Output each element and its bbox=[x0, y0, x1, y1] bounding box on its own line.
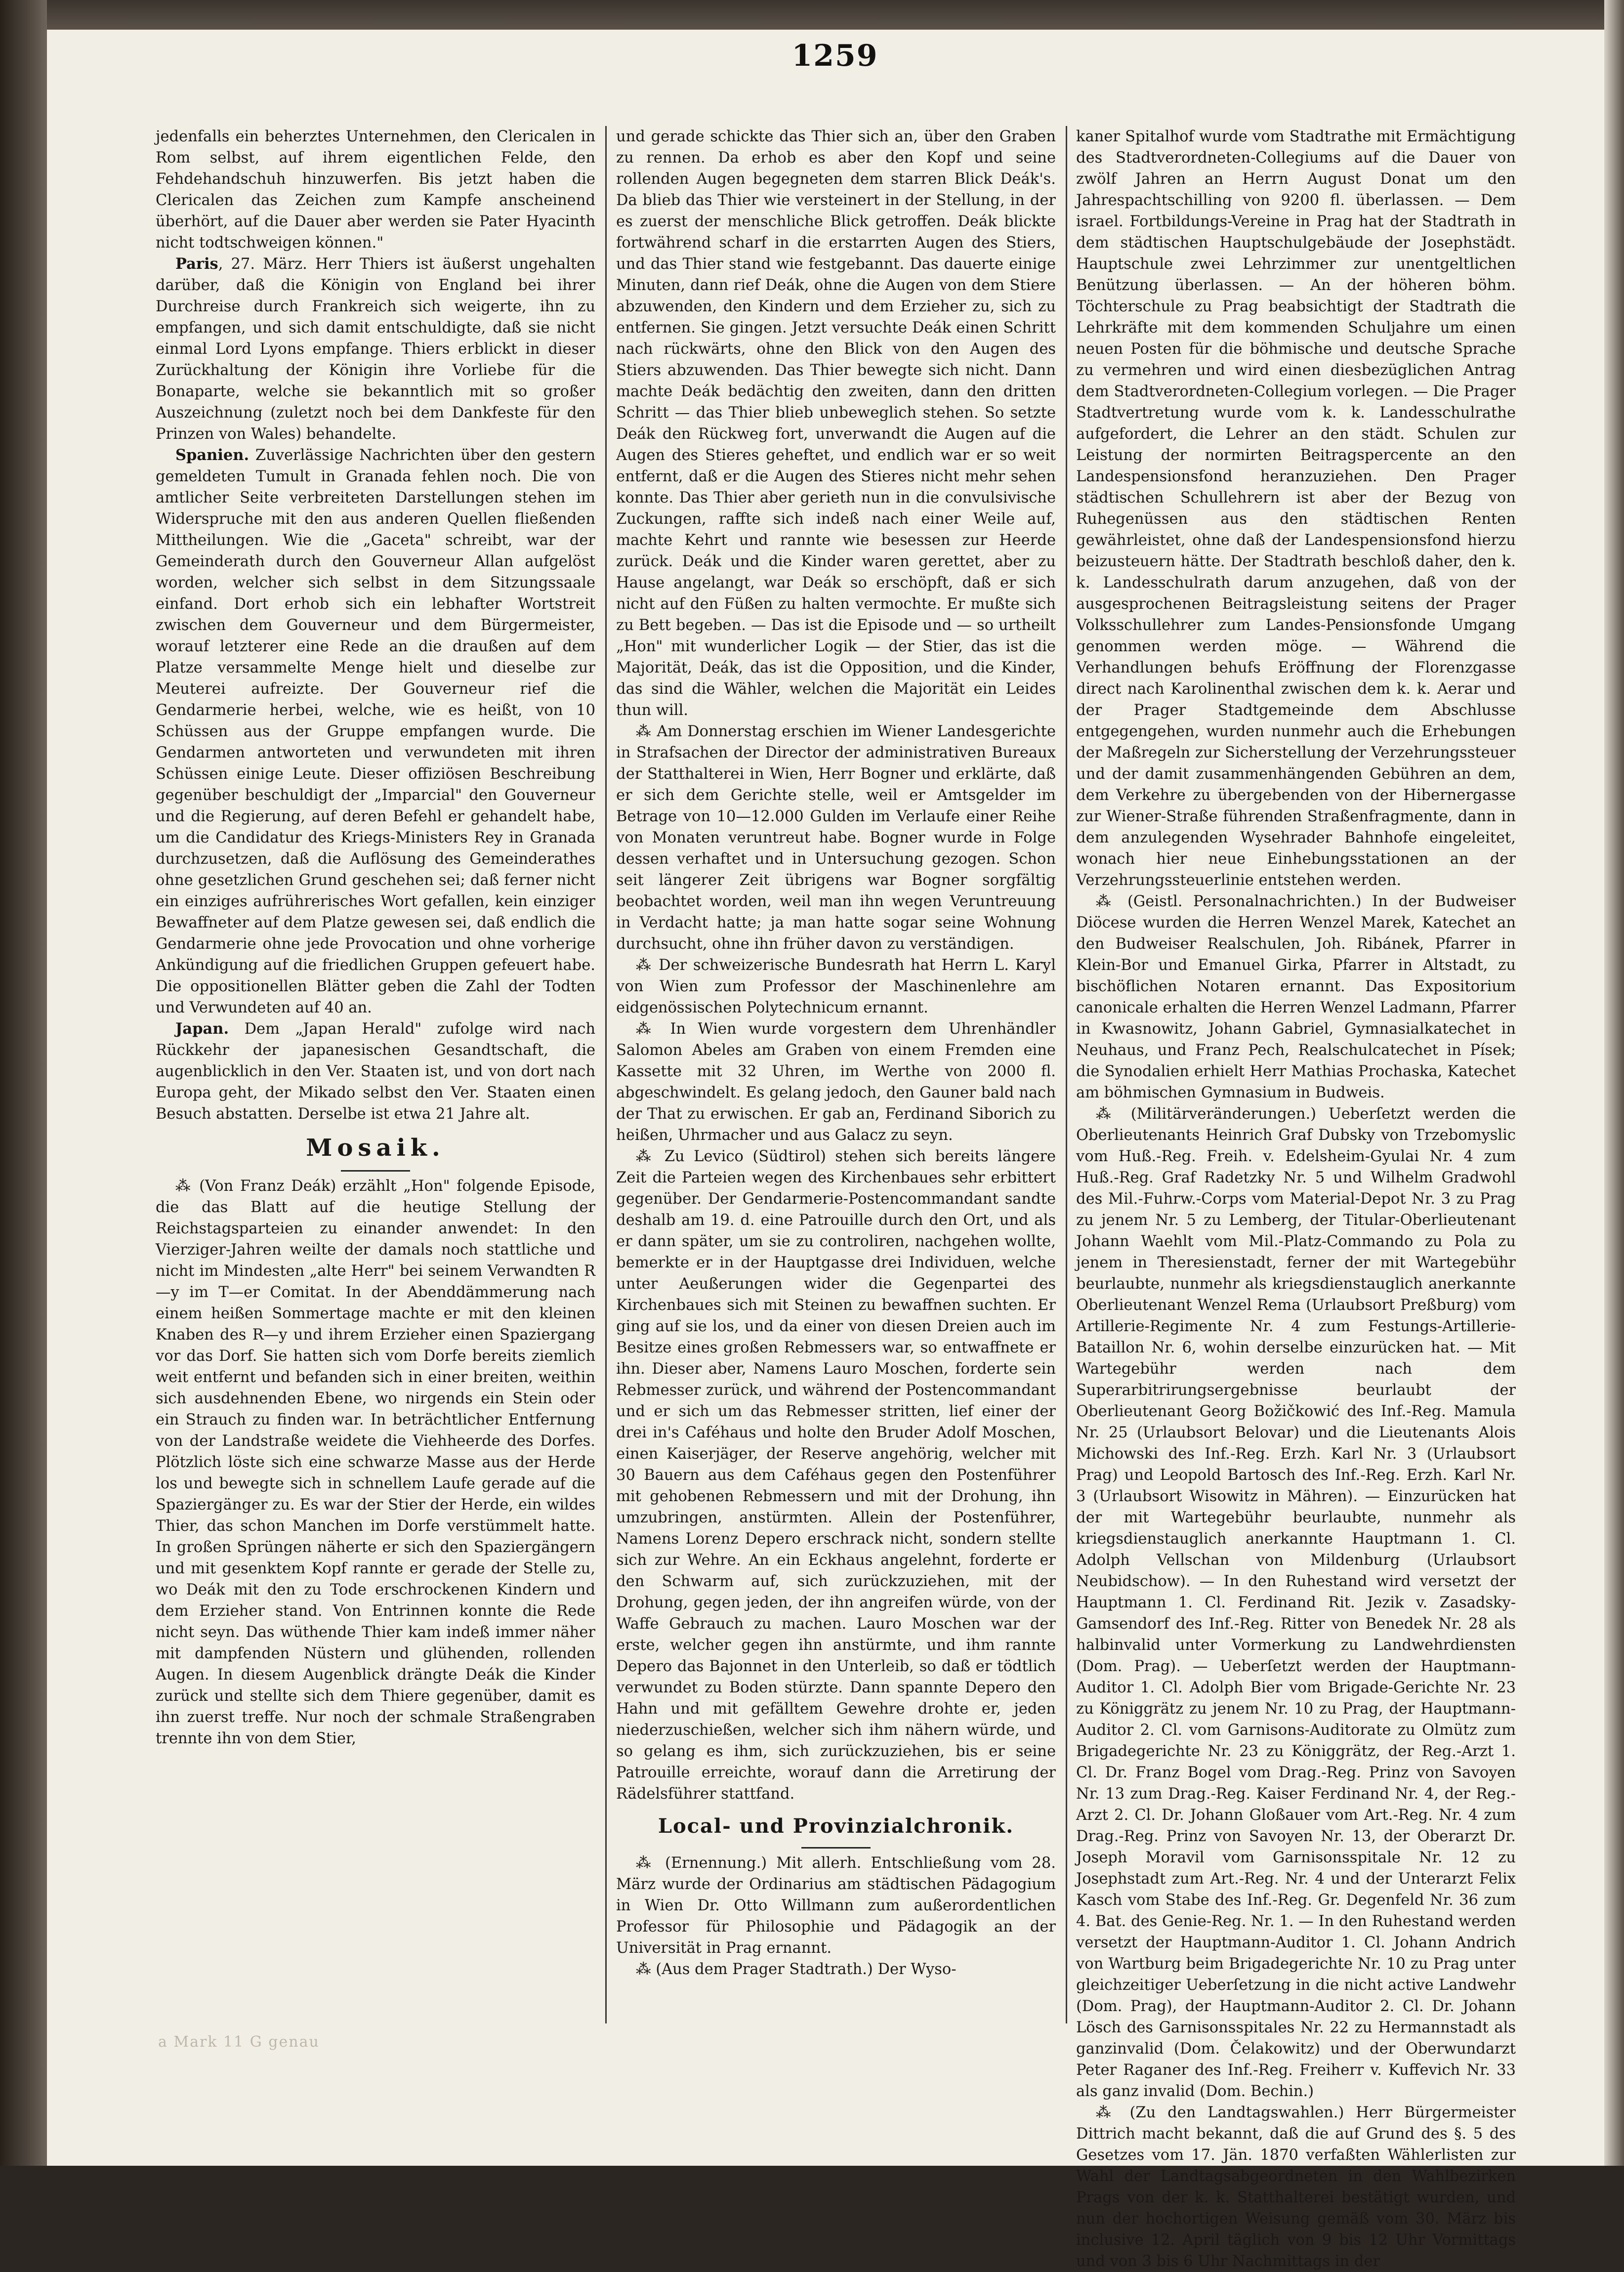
article-landtagswahlen: ⁂ (Zu den Landtagswahlen.) Herr Bürgermeister Dittrich macht bekannt, daß die auf Grund des §. 5 des Gesetzes vom 17. Jän. 1870 verfaßten Wählerlisten zur Wahl der Landtagsabgeordneten in den Wahlbezirken Prags von der k. k. Statthalterei bestätigt wurden, und nun der hochortigen Weisung gemäß vom 30. März bis inclusive 12. April täglich von 9 bis 12 Uhr Vormittags und von 3 bis 6 Uhr Nachmittags in der bbox=[1076, 2104, 1516, 2270]
article-bogner: ⁂ Am Donnerstag erschien im Wiener Landesgerichte in Strafsachen der Director der administrativen Bureaux der Statthalterei in Wien, Herr Bogner und erklärte, daß er sich dem Gerichte stelle, weil er Amtsgelder im Betrage von 10—12.000 Gulden im Verlaufe einer Reihe von Monaten veruntreut habe. Bogner wurde in Folge dessen verhaftet und in Untersuchung gezogen. Schon seit längerer Zeit übrigens war Bogner sorgfältig beobachtet worden, weil man ihn wegen Veruntreuung in Verdacht hatte; ja man hatte sogar seine Wohnung durchsucht, ohne ihn früher davon zu verständigen. bbox=[616, 723, 1056, 953]
article-deak-continued: und gerade schickte das Thier sich an, über den Graben zu rennen. Da erhob es aber den Kopf und seine rollenden Augen begegneten dem starren Blick Deák's. Da blieb das Thier wie versteinert in der Stellung, in der es zuerst der menschliche Blick getroffen. Deák blickte fortwährend scharf in die erstarrten Augen des Stiers, und das Thier stand wie festgebannt. Das dauerte einige Minuten, dann rief Deák, ohne die Augen von dem Stiere abzuwenden, den Kindern und dem Erzieher zu, sich zu entfernen. Sie gingen. Jetzt versuchte Deák einen Schritt nach rückwärts, ohne den Blick von den Augen des Stiers abzuwenden. Das Thier bewegte sich nicht. Dann machte Deák bedächtig den zweiten, dann den dritten Schritt — das Thier blieb unbeweglich stehen. So setzte Deák den Rückweg fort, unverwandt die Augen auf die Augen des Stieres geheftet, und endlich war er so weit entfernt, daß er die Augen des Stieres nicht mehr sehen konnte. Das Thier aber gerieth nun in die convulsivische Zuckungen, raffte sich indeß nach einer Weile auf, machte Kehrt und rannte wie besessen zur Heerde zurück. Deák und die Kinder waren gerettet, aber zu Hause angelangt, war Deák so erschöpft, daß er sich nicht auf den Füßen zu halten vermochte. Er mußte sich zu Bett begeben. — Das ist die Episode und — so urtheilt „Hon" mit wunderlicher Logik — der Stier, das ist die Majorität, Deák, das ist die Opposition, und die Kinder, das sind die Wähler, welchen die Majorität ein Leides thun will. bbox=[616, 128, 1056, 719]
scan-top-edge bbox=[0, 0, 1624, 30]
column-rule-1 bbox=[605, 126, 607, 2023]
column-3 bbox=[1076, 126, 1516, 2270]
article-deak-episode: ⁂ (Von Franz Deák) erzählt „Hon" folgende Episode, die das Blatt auf die heutige Stellung der Reichstagsparteien zu einander anwendet: In den Vierziger-Jahren weilte der damals noch stattliche und nicht im Mindesten „alte Herr" bei seinem Verwandten R—y im T—er Comitat. In der Abenddämmerung nach einem heißen Sommertage machte er mit den kleinen Knaben des R—y und ihrem Erzieher einen Spaziergang vor das Dorf. Sie hatten sich vom Dorfe bereits ziemlich weit entfernt und befanden sich in einer breiten, weithin sich ausdehnenden Ebene, wo nirgends ein Stein oder ein Strauch zu finden war. In beträchtlicher Entfernung von der Landstraße weidete die Viehheerde des Dorfes. Plötzlich löste sich eine schwarze Masse aus der Herde los und bewegte sich in schnellem Laufe gerade auf die Spaziergänger zu. Es war der Stier der Herde, ein wildes Thier, das schon Manchen im Dorfe verstümmelt hatte. In großen Sprüngen näherte er sich den Spaziergängern und mit gesenktem Kopf rannte er gerade der Stelle zu, wo Deák mit den zu Tode erschrockenen Kindern und dem Erzieher stand. Von Entrinnen konnte die Rede nicht seyn. Das wüthende Thier kam indeß immer näher mit dampfenden Nüstern und glühenden, rollenden Augen. In diesem Augenblick drängte Deák die Kinder zurück und stellte sich dem Thiere gegenüber, damit es ihn zuerst treffe. Nur noch der schmale Straßengraben trennte ihn von dem Stier, bbox=[156, 1178, 595, 1747]
scan-right-edge bbox=[1604, 0, 1624, 2166]
column-2 bbox=[616, 126, 1056, 2019]
article-stadtrath-continued: kaner Spitalhof wurde vom Stadtrathe mit Ermächtigung des Stadtverordneten-Collegiums auf die Dauer von zwölf Jahren an Herrn August Donat um den Jahrespachtschilling von 9200 fl. überlassen. — Dem israel. Fortbildungs-Vereine in Prag hat der Stadtrath in dem städtischen Hauptschulgebäude der Josephstädt. Hauptschule zwei Lehrzimmer zur unentgeltlichen Benützung überlassen. — An der höheren böhm. Töchterschule zu Prag beabsichtigt der Stadtrath die Lehrkräfte mit dem kommenden Schuljahre um einen neuen Posten für die böhmische und deutsche Sprache zu vermehren und wird einen diesbezüglichen Antrag dem Stadtverordneten-Collegium vorlegen. — Die Prager Stadtvertretung wurde vom k. k. Landesschulrathe aufgefordert, die Lehrer an den städt. Schulen zur Leistung der normirten Beitragspercente an den Landespensionsfond heranzuziehen. Den Prager städtischen Schullehrern ist aber der Bezug von Ruhegenüssen aus den städtischen Renten gewährleistet, ohne daß der Landespensionsfond hierzu beizusteuern hätte. Der Stadtrath beschloß daher, den k. k. Landesschulrath darum anzugehen, daß von der ausgesprochenen Beitragsleistung seitens der Prager Volksschullehrer zum Landes-Pensionsfonde Umgang genommen werden möge. — Während die Verhandlungen behufs Eröffnung der Florenzgasse direct nach Karolinenthal zwischen dem k. k. Aerar und der Prager Stadtgemeinde dem Abschlusse entgegengehen, wurden nunmehr auch die Erhebungen der Maßregeln zur Sicherstellung der Verzehrungssteuer und der damit zusammenhängenden Gebühren an dem, dem Verkehre zu übergebenden von der Hibernergasse zur Wiener-Straße führenden Straßenfragmente, dann in dem anzulegenden Wysehrader Bahnhofe eingeleitet, wonach hier neue Einhebungsstationen an der Verzehrungssteuerlinie entstehen werden. bbox=[1076, 128, 1516, 889]
scan-left-edge bbox=[0, 0, 47, 2166]
section-title-local: Local- und Provinzialchronik. bbox=[658, 1814, 1014, 1838]
section-divider bbox=[801, 1847, 871, 1849]
spain-lead: Spanien. bbox=[175, 446, 250, 464]
article-paris bbox=[156, 253, 595, 445]
article-militaer: ⁂ (Militärveränderungen.) Ueberſetzt werden die Oberlieutenants Heinrich Graf Dubsky von Trzebomyslic vom Huß.-Reg. Freih. v. Edelsheim-Gyulai Nr. 4 zum Huß.-Reg. Graf Radetzky Nr. 5 und Wilhelm Gradwohl des Mil.-Fuhrw.-Corps vom Material-Depot Nr. 3 zu Prag zu jenem Nr. 5 zu Lemberg, der Titular-Oberlieutenant Johann Waehlt vom Mil.-Platz-Commando zu Pola zu jenem in Theresienstadt, ferner der mit Wartegebühr beurlaubte, nunmehr als kriegsdienstauglich anerkannte Oberlieutenant Wenzel Rema (Urlaubsort Preßburg) vom Artillerie-Regimente Nr. 4 zum Festungs-Artillerie-Bataillon Nr. 6, wohin derselbe einzurücken hat. — Mit Wartegebühr werden nach dem Superarbitrirungsergebnisse beurlaubt der Oberlieutenant Georg Božičkowić des Inf.-Reg. Mamula Nr. 25 (Urlaubsort Belovar) und die Lieutenants Alois Michowski des Inf.-Reg. Erzh. Karl Nr. 3 (Urlaubsort Prag) und Leopold Bartosch des Inf.-Reg. Erzh. Karl Nr. 3 (Urlaubsort Wisowitz in Mähren). — Einzurücken hat der mit Wartegebühr beurlaubte, nunmehr als kriegsdienstauglich anerkannte Hauptmann 1. Cl. Adolph Vellschan von Mildenburg (Urlaubsort Neubidschow). — In den Ruhestand wird versetzt der Hauptmann 1. Cl. Ferdinand Rit. Jezik v. Zasadsky-Gamsendorf des Inf.-Reg. Ritter von Benedek Nr. 28 als halbinvalid unter Vormerkung zu Landwehrdiensten (Dom. Prag). — Ueberſetzt werden der Hauptmann-Auditor 1. Cl. Adolph Bier vom Brigade-Gerichte Nr. 23 zu Königgrätz zu jenem Nr. 10 zu Prag, der Hauptmann-Auditor 2. Cl. vom Garnisons-Auditorate zu Olmütz zum Brigadegerichte Nr. 23 zu Königgrätz, der Reg.-Arzt 1. Cl. Dr. Franz Bogel vom Drag.-Reg. Prinz von Savoyen Nr. 13 zum Drag.-Reg. Kaiser Ferdinand Nr. 4, der Reg.-Arzt 2. Cl. Dr. Johann Gloßauer vom Art.-Reg. Nr. 4 zum Drag.-Reg. Prinz von Savoyen Nr. 13, der Oberarzt Dr. Joseph Moravil vom Garnisonsspitale Nr. 12 zu Josephstadt zum Art.-Reg. Nr. 4 und der Unterarzt Felix Kasch vom Stabe des Inf.-Reg. Gr. Degenfeld Nr. 36 zum 4. Bat. des Genie-Reg. Nr. 1. — In den Ruhestand werden versetzt der Hauptmann-Auditor 1. Cl. Johann Andrich von Wartburg beim Brigadegerichte Nr. 10 zu Prag unter gleichzeitiger Ueberſetzung in die nicht active Landwehr (Dom. Prag), der Hauptmann-Auditor 2. Cl. Dr. Johann Lösch des Garnisonsspitales Nr. 22 zu Hermannstadt als ganzinvalid (Dom. Čelakowitz) und der Oberwundarzt Peter Raganer des Inf.-Reg. Freiherr v. Kuffevich Nr. 33 als ganz invalid (Dom. Bechin.) bbox=[1076, 1105, 1516, 2100]
japan-text: Dem „Japan Herald" zufolge wird nach Rückkehr der japanesischen Gesandtschaft, die augenblicklich in den Ver. Staaten ist, und von dort nach Europa geht, der Mikado selbst den Ver. Staaten einen Besuch abstatten. Derselbe ist etwa 21 Jahre alt. bbox=[156, 1020, 595, 1123]
article-spain bbox=[156, 445, 595, 1018]
article-stadtrath-start: ⁂ (Aus dem Prager Stadtrath.) Der Wyso- bbox=[636, 1961, 957, 1978]
bleed-through-note: a Mark 11 G genau bbox=[158, 2033, 320, 2051]
article-geistl-personal: ⁂ (Geistl. Personalnachrichten.) In der Budweiser Diöcese wurden die Herren Wenzel Marek, Katechet an den Budweiser Realschulen, Joh. Ribánek, Pfarrer in Klein-Bor und Emanuel Girka, Pfarrer in Altstadt, zu bischöflichen Notaren ernannt. Das Expositorium canonicale erhalten die Herren Wenzel Ladmann, Pfarrer in Kwasnowitz, Johann Gabriel, Gymnasialkatechet in Neuhaus, und Franz Pech, Realschulcatechet in Písek; die Synodalien erhielt Herr Mathias Prochaska, Katechet am böhmischen Gymnasium in Budweis. bbox=[1076, 893, 1516, 1101]
article-karyl: ⁂ Der schweizerische Bundesrath hat Herrn L. Karyl von Wien zum Professor der Maschinenlehre am eidgenössischen Polytechnicum ernannt. bbox=[616, 957, 1056, 1016]
article-rome-end: jedenfalls ein beherztes Unternehmen, den Clericalen in Rom selbst, auf ihrem eigentlichen Felde, den Fehdehandschuh hinzuwerfen. Bis jetzt haben die Clericalen das Zeichen zum Kampfe anscheinend überhört, auf die Dauer aber werden sie Pater Hyacinth nicht todtschweigen können." bbox=[156, 128, 595, 252]
section-title-mosaik: Mosaik. bbox=[306, 1134, 445, 1162]
column-rule-2 bbox=[1066, 126, 1067, 2023]
japan-lead: Japan. bbox=[175, 1020, 229, 1038]
article-ernennung: ⁂ (Ernennung.) Mit allerh. Entschließung vom 28. März wurde der Ordinarius am städtischen Pädagogium in Wien Dr. Otto Willmann zum außerordentlichen Professor für Philosophie und Pädagogik an der Universität in Prag ernannt. bbox=[616, 1854, 1056, 1957]
column-1 bbox=[156, 126, 595, 2019]
article-japan bbox=[156, 1018, 595, 1125]
spain-text: Zuverlässige Nachrichten über den gestern gemeldeten Tumult in Granada fehlen noch. Die von amtlicher Seite verbreiteten Darstellungen stehen im Widerspruche mit den aus anderen Quellen fließenden Mittheilungen. Wie die „Gaceta" schreibt, war der Gemeinderath durch den Gouverneur Allan aufgelöst worden, welcher sich selbst in dem Sitzungssaale einfand. Dort erhob sich ein lebhafter Wortstreit zwischen dem Gouverneur und dem Bürgermeister, worauf letzterer eine Rede an die draußen auf dem Platze versammelte Menge hielt und dieselbe zur Meuterei aufreizte. Der Gouverneur rief die Gendarmerie herbei, welche, wie es heißt, von 10 Schüssen aus der Gruppe empfangen wurde. Die Gendarmen antworteten und verwundeten mit ihren Schüssen einige Leute. Dieser offiziösen Beschreibung gegenüber beschuldigt der „Imparcial" den Gouverneur und die Regierung, auf deren Befehl er gehandelt habe, um die Candidatur des Kriegs-Ministers Rey in Granada durchzusetzen, daß die Auflösung des Gemeinderathes ohne gesetzlichen Grund geschehen sei; daß ferner nicht ein einziges aufrührerisches Wort gefallen, kein einziger Bewaffneter auf dem Platze gewesen sei, daß endlich die Gendarmerie ohne jede Provocation und ohne vorherige Ankündigung auf die friedlichen Gruppen gefeuert habe. Die oppositionellen Blätter geben die Zahl der Todten und Verwundeten auf 40 an. bbox=[156, 447, 595, 1016]
paris-lead: Paris bbox=[175, 255, 218, 273]
article-abeles: ⁂ In Wien wurde vorgestern dem Uhrenhändler Salomon Abeles am Graben von einem Fremden eine Kassette mit 32 Uhren, im Werthe von 2000 fl. abgeschwindelt. Es gelang jedoch, den Gauner bald nach der That zu erwischen. Er gab an, Ferdinand Siborich zu heißen, Uhrmacher und aus Galacz zu seyn. bbox=[616, 1020, 1056, 1144]
paris-text: , 27. März. Herr Thiers ist äußerst ungehalten darüber, daß die Königin von England bei ihrer Durchreise durch Frankreich sich weigerte, ihn zu empfangen, und sich damit entschuldigte, daß sie nicht einmal Lord Lyons empfange. Thiers erblickt in dieser Zurückhaltung der Königin ihre Vorliebe für die Bonaparte, welche sie bekanntlich mit so großer Auszeichnung (zuletzt noch bei dem Dankfeste für den Prinzen von Wales) behandelte. bbox=[156, 255, 595, 443]
article-levico: ⁂ Zu Levico (Südtirol) stehen sich bereits längere Zeit die Parteien wegen des Kirchenbaues sehr erbittert gegenüber. Der Gendarmerie-Postencommandant sandte deshalb am 19. d. eine Patrouille durch den Ort, und als er dann später, um sie zu controliren, nachgehen wollte, bemerkte er in der Hauptgasse drei Individuen, welche unter Aeußerungen wider die Gegenpartei des Kirchenbaues sich mit Steinen zu bewaffnen suchten. Er ging auf sie los, und da einer von diesen Dreien auch im Besitze eines großen Rebmessers war, so entwaffnete er ihn. Dieser aber, Namens Lauro Moschen, forderte sein Rebmesser zurück, und während der Postencommandant und er sich um das Rebmesser stritten, lief einer der drei in's Caféhaus und holte den Bruder Adolf Moschen, einen Kaiserjäger, der Reserve angehörig, welcher mit 30 Bauern aus dem Caféhaus gegen den Postenführer mit gehobenen Rebmessern und mit der Drohung, ihn umzubringen, anstürmten. Allein der Postenführer, Namens Lorenz Depero erschrack nicht, sondern stellte sich zur Wehre. An ein Eckhaus angelehnt, forderte er den Schwarm auf, sich zurückzuziehen, mit der Drohung, gegen jeden, der ihn angreifen würde, von der Waffe Gebrauch zu machen. Lauro Moschen war der erste, welcher gegen ihn anstürmte, und ihm rannte Depero das Bajonnet in den Unterleib, so daß er tödtlich verwundet zu Boden stürzte. Dann spannte Depero den Hahn und mit gefälltem Gewehre drohte er, jeden niederzuschießen, welcher sich ihm nähern würde, und so gelang es ihm, sich zurückzuziehen, bis er seine Patrouille erreichte, worauf dann die Arretirung der Rädelsführer stattfand. bbox=[616, 1148, 1056, 1803]
section-divider bbox=[341, 1170, 410, 1172]
page-number: 1259 bbox=[791, 39, 878, 73]
